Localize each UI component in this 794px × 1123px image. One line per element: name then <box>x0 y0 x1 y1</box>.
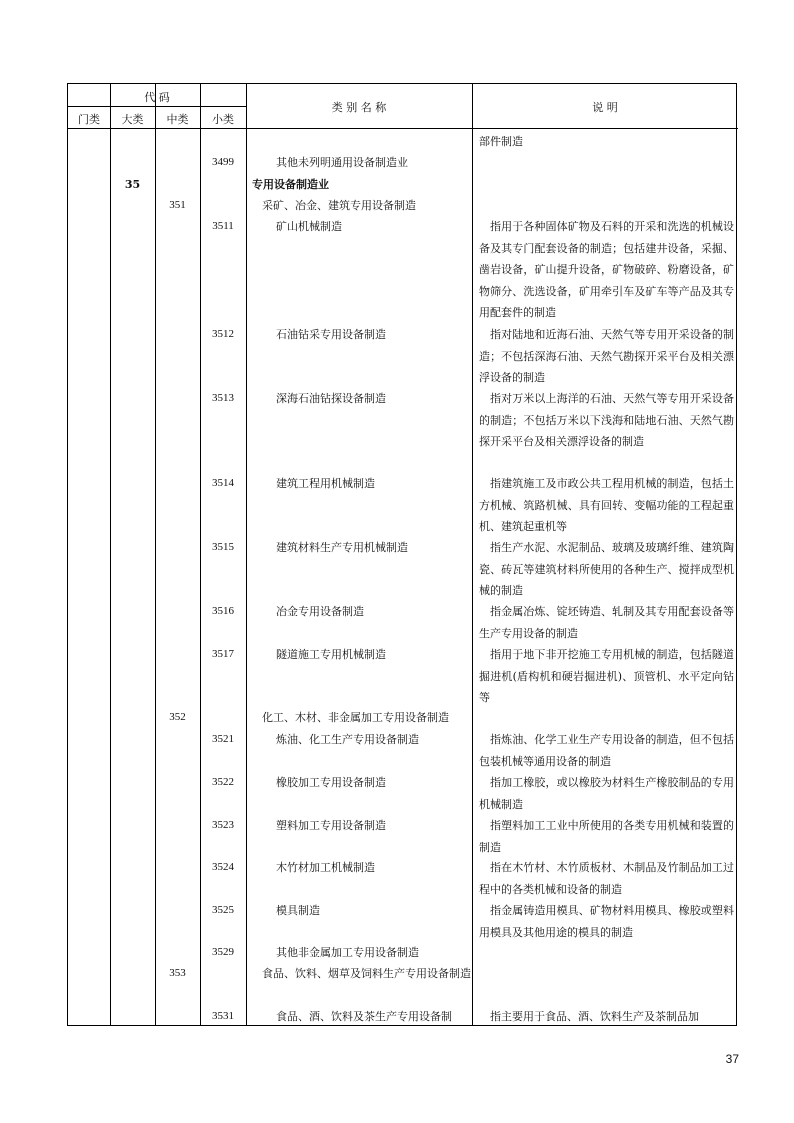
row-zhong: 353 <box>169 967 186 979</box>
row-xiao: 3531 <box>212 1010 234 1022</box>
row-name: 矿山机械制造 <box>276 220 342 233</box>
row-xiao: 3516 <box>212 605 234 617</box>
row-desc: 指生产水泥、水泥制品、玻璃及玻璃纤维、建筑陶瓷、砖瓦等建筑材料所使用的各种生产、搅拌成型机械的制造 <box>479 541 734 597</box>
header-xiao: 小类 <box>212 113 234 126</box>
row-da: 35 <box>124 178 141 191</box>
row-zhong: 351 <box>169 199 186 211</box>
header-men: 门类 <box>78 113 100 126</box>
row-name: 隧道施工专用机械制造 <box>276 648 386 661</box>
row-name: 炼油、化工生产专用设备制造 <box>276 733 419 746</box>
row-name: 采矿、冶金、建筑专用设备制造 <box>262 199 416 212</box>
header-da: 大类 <box>121 113 144 126</box>
col-divider <box>155 84 156 1025</box>
row-desc: 指金属冶炼、锭坯铸造、轧制及其专用配套设备等生产专用设备的制造 <box>479 605 734 640</box>
row-xiao: 3521 <box>212 733 234 745</box>
row-name: 建筑材料生产专用机械制造 <box>276 541 408 554</box>
row-name: 其他未列明通用设备制造业 <box>276 156 408 169</box>
row-xiao: 3512 <box>212 328 234 340</box>
col-divider <box>110 84 111 1025</box>
row-name: 食品、饮料、烟草及饲料生产专用设备制造 <box>262 967 471 980</box>
col-divider <box>246 84 247 1025</box>
header-subdivider <box>68 106 246 107</box>
row-zhong: 352 <box>169 711 186 723</box>
header-bottom-rule <box>68 128 738 129</box>
header-zhong: 中类 <box>166 113 189 126</box>
row-name: 模具制造 <box>276 904 320 917</box>
page-number: 37 <box>725 1052 739 1066</box>
row-xiao: 3515 <box>212 541 234 553</box>
row-name: 石油钻采专用设备制造 <box>276 328 386 341</box>
row-desc: 指对陆地和近海石油、天然气等专用开采设备的制造；不包括深海石油、天然气勘探开采平台及相关漂浮设备的制造 <box>479 328 734 384</box>
row-xiao: 3525 <box>212 904 234 916</box>
row-xiao: 3522 <box>212 776 234 788</box>
classification-table <box>67 83 737 1026</box>
header-desc: 说 明 <box>592 101 618 114</box>
row-name: 冶金专用设备制造 <box>276 605 364 618</box>
row-desc: 指对万米以上海洋的石油、天然气等专用开采设备的制造；不包括万米以下浅海和陆地石油、天然气勘探开采平台及相关漂浮设备的制造 <box>479 392 734 448</box>
row-name: 橡胶加工专用设备制造 <box>276 776 386 789</box>
row-name: 木竹材加工机械制造 <box>276 861 375 874</box>
row-desc: 指主要用于食品、酒、饮料生产及茶制品加 <box>490 1010 699 1023</box>
row-desc: 指金属铸造用模具、矿物材料用模具、橡胶或塑料用模具及其他用途的模具的制造 <box>479 904 734 939</box>
row-desc: 指用于各种固体矿物及石料的开采和洗选的机械设备及其专门配套设备的制造；包括建井设备，采掘、凿岩设备，矿山提升设备，矿物破碎、粉磨设备，矿物筛分、洗选设备，矿用牵引车及矿车等产品及其专用配套件的制造 <box>479 220 734 319</box>
row-desc: 指炼油、化学工业生产专用设备的制造，但不包括包装机械等通用设备的制造 <box>479 733 734 768</box>
row-desc: 指在木竹材、木竹质板材、木制品及竹制品加工过程中的各类机械和设备的制造 <box>479 861 734 896</box>
row-name: 建筑工程用机械制造 <box>276 477 375 490</box>
row-name: 塑料加工专用设备制造 <box>276 819 386 832</box>
row-xiao: 3499 <box>212 156 234 168</box>
row-name: 其他非金属加工专用设备制造 <box>276 946 419 959</box>
row-name: 深海石油钻探设备制造 <box>276 392 386 405</box>
row-desc: 指建筑施工及市政公共工程用机械的制造，包括土方机械、筑路机械、具有回转、变幅功能的工程起重机、建筑起重机等 <box>479 477 734 533</box>
row-xiao: 3529 <box>212 946 234 958</box>
row-desc: 指加工橡胶，或以橡胶为材料生产橡胶制品的专用机械制造 <box>479 776 734 811</box>
row-xiao: 3511 <box>212 220 234 232</box>
header-name: 类 别 名 称 <box>331 101 387 114</box>
row-desc: 部件制造 <box>479 135 523 148</box>
row-desc: 指塑料加工工业中所使用的各类专用机械和装置的制造 <box>479 819 734 854</box>
row-name: 专用设备制造业 <box>252 178 329 191</box>
row-xiao: 3523 <box>212 819 234 831</box>
header-code: 代 码 <box>144 91 170 104</box>
row-name: 化工、木材、非金属加工专用设备制造 <box>262 711 449 724</box>
row-xiao: 3513 <box>212 392 234 404</box>
row-name: 食品、酒、饮料及茶生产专用设备制 <box>276 1010 452 1023</box>
row-xiao: 3514 <box>212 477 234 489</box>
row-desc: 指用于地下非开挖施工专用机械的制造，包括隧道掘进机(盾构机和硬岩掘进机)、顶管机、水平定向钻等 <box>479 648 734 704</box>
row-xiao: 3517 <box>212 648 234 660</box>
row-xiao: 3524 <box>212 861 234 873</box>
